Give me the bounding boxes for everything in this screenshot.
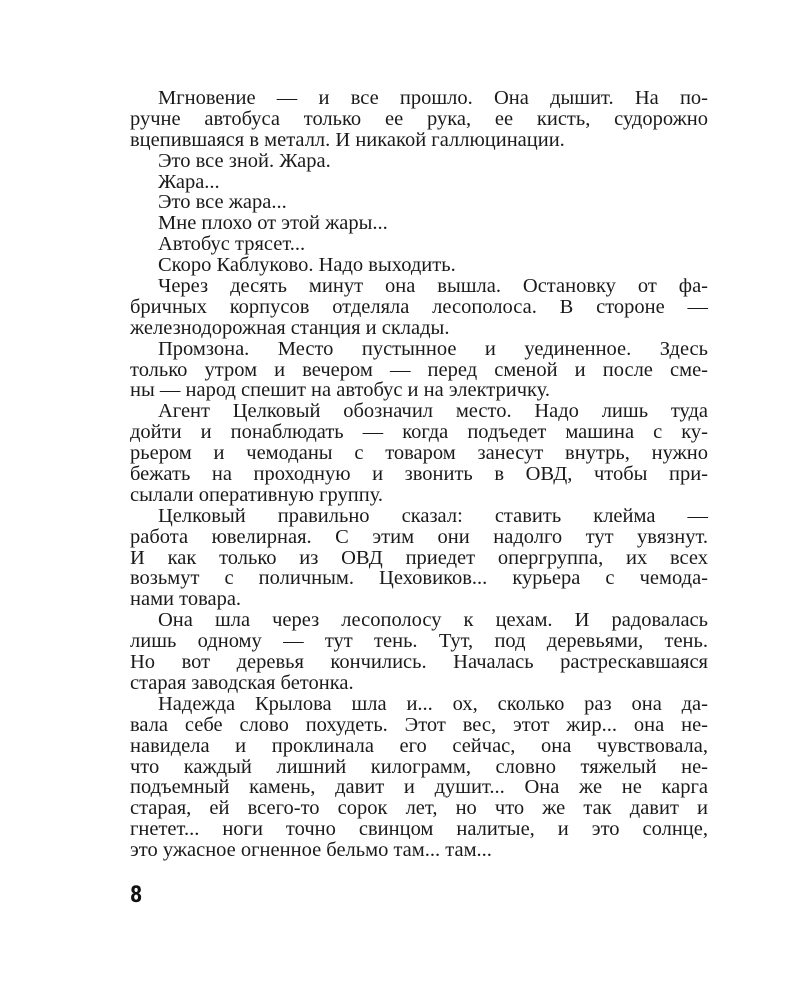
text-line: Автобус трясет... [158, 233, 306, 256]
text-line: Целковый правильно сказал: ставить клейма — [158, 504, 708, 527]
text-line: Агент Целковый обозначил место. Надо лишь туда [158, 400, 708, 423]
text-line: Жара... [158, 170, 220, 193]
text-line: железнодорожная станция и склады. [130, 316, 450, 339]
text-line: бричных корпусов отделяла лесополоса. В стороне — [130, 295, 708, 318]
text-line: Через десять минут она вышла. Остановку от фа- [158, 275, 708, 298]
text-line: работа ювелирная. С этим они надолго тут увязнут. [130, 525, 708, 548]
text-line: только утром и вечером — перед сменой и после сме- [130, 358, 708, 381]
text-line: Это все зной. Жара. [158, 149, 331, 172]
text-line: старая, ей всего-то сорок лет, но что же так давит и [130, 797, 708, 820]
text-line: навидела и проклинала его сейчас, она чувствовала, [130, 734, 708, 757]
text-line: Она шла через лесополосу к цехам. И радовалась [158, 609, 708, 632]
text-line: возьмут с поличным. Цеховиков... курьера с чемода- [130, 567, 708, 590]
text-line: старая заводская бетонка. [130, 671, 354, 694]
text-line: ны — народ спешит на автобус и на электричку. [130, 379, 551, 402]
page-number: 8 [130, 883, 143, 908]
text-line: сылали оперативную группу. [130, 483, 384, 506]
text-line: Мне плохо от этой жары... [158, 212, 388, 235]
text-line: это ужасное огненное бельмо там... там... [130, 839, 492, 862]
text-line: Скоро Каблуково. Надо выходить. [158, 254, 456, 277]
text-line: лишь одному — тут тень. Тут, под деревьями, тень. [130, 630, 708, 653]
text-line: Но вот деревья кончились. Началась растрескавшаяся [130, 651, 708, 674]
text-line: Надежда Крылова шла и... ох, сколько раз она да- [158, 692, 708, 715]
text-line: И как только из ОВД приедет опергруппа, их всех [130, 546, 708, 569]
text-line: ручне автобуса только ее рука, ее кисть, судорожно [130, 107, 708, 130]
body-text [130, 88, 708, 861]
text-line: Мгновение — и все прошло. Она дышит. На по- [158, 87, 708, 109]
text-line: рьером и чемоданы с товаром занесут внутрь, нужно [130, 442, 708, 465]
text-line: вцепившаяся в металл. И никакой галлюцинации. [130, 128, 565, 151]
text-line: подъемный камень, давит и душит... Она же не карга [130, 776, 708, 799]
text-line: вала себе слово похудеть. Этот вес, этот жир... она не- [130, 713, 708, 736]
text-line: гнетет... ноги точно свинцом налитые, и это солнце, [130, 818, 708, 841]
text-line: Промзона. Место пустынное и уединенное. Здесь [158, 337, 708, 360]
text-line: нами товара. [130, 588, 242, 611]
text-line: дойти и понаблюдать — когда подъедет машина с ку- [130, 421, 708, 444]
text-line: бежать на проходную и звонить в ОВД, чтобы при- [130, 463, 708, 486]
text-line: Это все жара... [158, 191, 287, 214]
text-line: что каждый лишний килограмм, словно тяжелый не- [130, 755, 708, 778]
